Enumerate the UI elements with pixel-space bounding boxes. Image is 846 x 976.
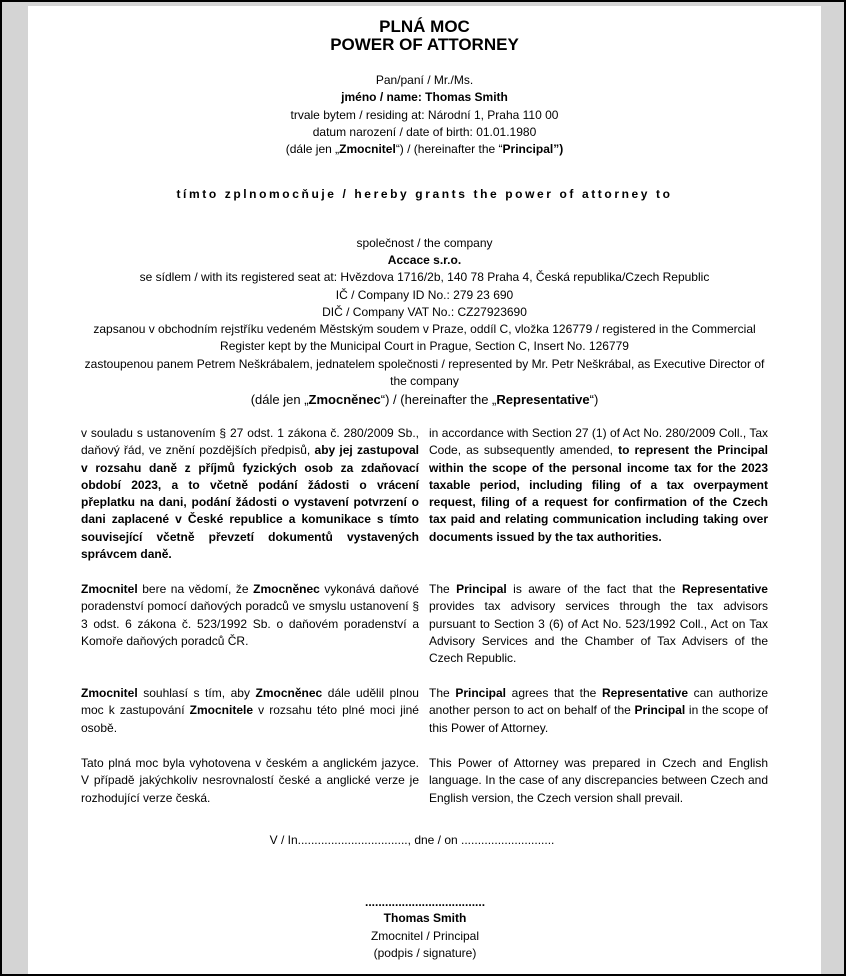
principal-dob: 01.01.1980 xyxy=(476,125,537,139)
term-principal-en: Principal xyxy=(634,703,686,718)
principal-residence: Národní 1, Praha 110 00 xyxy=(427,108,559,122)
clause-4-en: This Power of Attorney was prepared in Czech and English language. In the case of any discrepancies between Czech and English version, the Czech version shall prevail. xyxy=(429,756,768,805)
principal-dob-line xyxy=(28,124,821,141)
company-vat-label: DIČ / Company VAT No.: xyxy=(322,305,455,319)
place-date-line: V / In................................., dne / on ............................ xyxy=(269,833,555,847)
grant-line: tímto zplnomocňuje / hereby grants the power of attorney to xyxy=(176,187,673,201)
company-label: společnost / the company xyxy=(356,236,493,250)
clause-text: can authorize another person to act on behalf of the xyxy=(429,686,768,718)
signature-role: Zmocnitel / Principal xyxy=(370,929,480,943)
clause-text: agrees that the xyxy=(511,686,597,700)
clause-text: in the scope of this Power of Attorney. xyxy=(429,703,768,735)
representative-hereinafter xyxy=(28,391,821,409)
title-cz: PLNÁ MOC xyxy=(379,17,470,36)
principal-name-label: jméno / name: xyxy=(341,90,422,104)
term-principal-en: Principal xyxy=(455,686,507,700)
hereinafter-term-en: Representative xyxy=(496,392,590,407)
clause-bold-text: aby jej zastupoval v rozsahu daně z příjmů fyzických osob za zdaňovací období 2023, a to včetně podání žádosti o vrácení přeplatku na dani, podání žádosti o vystavení potvrzení o dani zaplacené v České republice a komunikace s tímto související včetně převzetí dokumentů vystavených správcem daně. xyxy=(81,443,420,562)
hereinafter-term-cz: Zmocnitel xyxy=(339,142,396,156)
principal-salutation: Pan/paní / Mr./Ms. xyxy=(375,73,474,87)
register-line-2: Register kept by the Municipal Court in Prague, Section C, Insert No. 126779 xyxy=(220,339,629,353)
principal-hereinafter xyxy=(28,141,821,158)
hereinafter-term-en: Principal”) xyxy=(502,142,564,156)
term-representative-cz: Zmocněnec xyxy=(253,582,320,596)
represented-line-2: the company xyxy=(390,374,459,388)
clause-text: The xyxy=(429,686,450,700)
term-principal-en: Principal xyxy=(456,582,507,596)
company-name-text: Accace s.r.o. xyxy=(387,253,462,267)
seat-value: Hvězdova 1716/2b, 140 78 Praha 4, Česká republika/Czech Republic xyxy=(340,270,710,284)
principal-name-line xyxy=(28,89,821,106)
clause-3-cz xyxy=(81,685,419,737)
clause-text: v rozsahu této plné moci jiné osobě. xyxy=(81,703,419,735)
term-representative-cz: Zmocněnec xyxy=(255,686,323,700)
term-representative-en: Representative xyxy=(601,686,688,700)
clause-1-en xyxy=(429,425,768,546)
document-page xyxy=(28,6,821,974)
company-name xyxy=(28,252,821,269)
hereinafter-text: “) xyxy=(589,392,599,407)
company-vat-value: CZ27923690 xyxy=(457,305,527,319)
clause-text: in accordance with Section 27 (1) of Act No. 280/2009 Coll., Tax Code, as subsequently amended, xyxy=(429,426,768,458)
signature-note: (podpis / signature) xyxy=(373,946,477,960)
hereinafter-text: (dále jen „ xyxy=(250,392,309,407)
clause-4-cz: Tato plná moc byla vyhotovena v českém a anglickém jazyce. V případě jakýchkoliv nesrovnalostí české a anglické verze je rozhodující verze česká. xyxy=(81,756,419,805)
term-principal-cz: Zmocnitel xyxy=(81,686,138,700)
register-line-1: zapsanou v obchodním rejstříku vedeném Městským soudem v Praze, oddíl C, vložka 126779 / registered in the Commercial xyxy=(93,322,756,336)
company-id-label: IČ / Company ID No.: xyxy=(335,288,450,302)
clause-1-cz xyxy=(81,425,419,563)
title-en: POWER OF ATTORNEY xyxy=(330,35,519,54)
seat-label: se sídlem / with its registered seat at: xyxy=(139,270,338,284)
signature-line: .................................... xyxy=(365,895,486,909)
principal-name: Thomas Smith xyxy=(425,90,508,104)
principal-dob-label: datum narození / date of birth: xyxy=(312,125,473,139)
company-id-value: 279 23 690 xyxy=(453,288,514,302)
signature-name: Thomas Smith xyxy=(383,911,467,925)
term-representative-en: Representative xyxy=(681,582,768,596)
represented-line-1: zastoupenou panem Petrem Neškrábalem, jednatelem společnosti / represented by Mr. Petr Neškrábal, as Executive Director of xyxy=(84,357,765,371)
clause-3-en xyxy=(429,685,768,737)
clause-text: vykonává daňové poradenství pomocí daňových poradců ve smyslu ustanovení § 3 odst. 6 zákona č. 523/1992 Sb. o daňovém poradenství a Komoře daňových poradců ČR. xyxy=(81,582,419,648)
hereinafter-text: (dále jen „ xyxy=(285,142,340,156)
clause-2-en xyxy=(429,581,768,667)
hereinafter-text: “) / (hereinafter the “ xyxy=(395,142,503,156)
clause-text: souhlasí s tím, aby xyxy=(143,686,250,700)
principal-residence-label: trvale bytem / residing at: xyxy=(290,108,425,122)
hereinafter-term-cz: Zmocněnec xyxy=(308,392,381,407)
principal-residence-line xyxy=(28,107,821,124)
company-vat-line xyxy=(28,304,821,321)
company-id-line xyxy=(28,287,821,304)
clause-text: v souladu s ustanovením § 27 odst. 1 zákona č. 280/2009 Sb., daňový řád, ve znění pozdějších předpisů, xyxy=(81,426,419,458)
clause-text: The xyxy=(429,582,450,596)
hereinafter-text: “) / (hereinafter the „ xyxy=(380,392,497,407)
company-seat-line xyxy=(28,269,821,286)
clause-2-cz xyxy=(81,581,419,650)
clause-text: provides tax advisory services through the tax advisors pursuant to Section 3 (6) of Act No. 523/1992 Coll., Act on Tax Advisory Services and the Chamber of Tax Advisers of the Czech Republic. xyxy=(429,599,768,666)
term-principal-cz: Zmocnitel xyxy=(81,582,138,596)
term-principal-cz: Zmocnitele xyxy=(189,703,254,718)
clause-text: dále udělil plnou moc k zastupování xyxy=(81,686,419,718)
clause-text: bere na vědomí, že xyxy=(142,582,249,596)
clause-text: is aware of the fact that the xyxy=(513,582,676,596)
clause-bold-text: to represent the Principal within the scope of the personal income tax for the 2023 taxable period, including filing of a tax overpayment request, filing of a request for confirmation of the Czech tax paid and relating communication including taking over documents issued by the tax authorities. xyxy=(429,443,768,544)
